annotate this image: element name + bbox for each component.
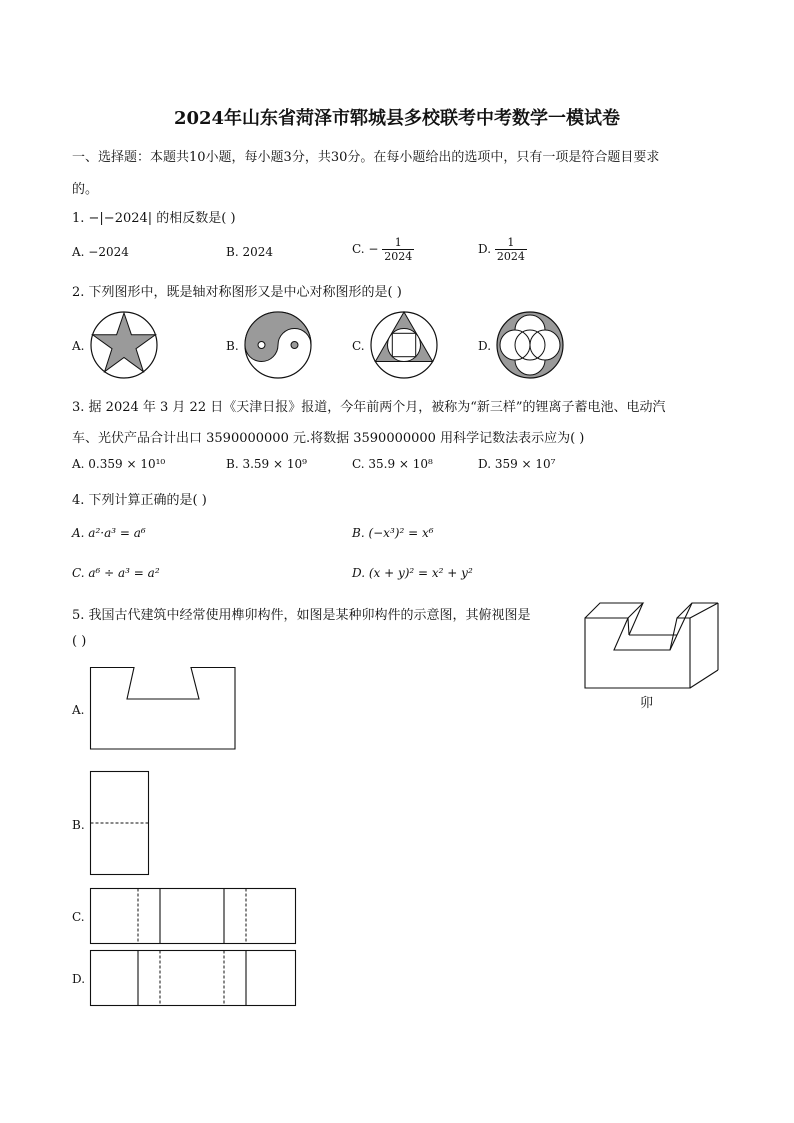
- q5-option-b-figure: [90, 771, 150, 876]
- q2-stem: 2. 下列图形中，既是轴对称图形又是中心对称图形的是( ): [72, 285, 402, 300]
- q1-option-c-fraction: [382, 236, 414, 263]
- section-instructions-line1: 一、选择题：本题共10小题，每小题3分，共30分。在每小题给出的选项中，只有一项是符合题目要求: [72, 150, 660, 165]
- q1-option-d: [478, 236, 527, 263]
- q2-option-d-label: D.: [478, 339, 492, 353]
- q1-option-c-numerator: 1: [382, 236, 414, 250]
- q3-option-a: A. 0.359 × 10¹⁰: [72, 457, 166, 471]
- q5-figure-mortise-3d: [580, 598, 725, 693]
- q1-option-d-label: D.: [478, 242, 492, 256]
- q5-option-c-figure: [90, 888, 297, 945]
- q3-stem-line2: 车、光伏产品合计出口 3590000000 元.将数据 3590000000 用科学记数法表示应为( ): [72, 431, 585, 446]
- q2-figure-d-four-petals: [496, 311, 566, 381]
- q3-option-c: C. 35.9 × 10⁸: [352, 457, 433, 471]
- q1-option-c: [352, 236, 414, 263]
- q2-option-a-label: A.: [72, 339, 85, 353]
- q1-option-c-label: C. −: [352, 242, 379, 256]
- q1-option-c-denominator: 2024: [384, 250, 413, 263]
- page-title: 2024年山东省菏泽市郓城县多校联考中考数学一模试卷: [173, 108, 621, 129]
- q2-option-b-label: B.: [226, 339, 239, 353]
- q4-option-b: B. (−x³)² = x⁶: [352, 526, 434, 540]
- q5-stem-line1: 5. 我国古代建筑中经常使用榫卯构件，如图是某种卯构件的示意图，其俯视图是: [72, 608, 531, 623]
- q5-option-a-label: A.: [72, 703, 85, 717]
- q1-option-b: B. 2024: [226, 245, 273, 259]
- q2-option-c-label: C.: [352, 339, 365, 353]
- q5-stem-line2: ( ): [72, 634, 87, 649]
- q5-option-b-label: B.: [72, 818, 85, 832]
- q5-option-d-figure: [90, 950, 297, 1007]
- q2-figure-a-star-in-circle: [90, 311, 160, 381]
- q1-option-d-fraction: [495, 236, 527, 263]
- q1-stem: 1. −|−2024| 的相反数是( ): [72, 211, 236, 226]
- q1-option-d-denominator: 2024: [496, 250, 525, 263]
- q4-option-a: A. a²·a³ = a⁶: [72, 526, 146, 540]
- q3-option-b: B. 3.59 × 10⁹: [226, 457, 307, 471]
- q5-option-d-label: D.: [72, 972, 86, 986]
- q2-figure-c-triangle-square: [370, 311, 440, 381]
- q1-option-a: A. −2024: [72, 245, 129, 259]
- q1-option-d-numerator: 1: [495, 236, 527, 250]
- q2-figure-b-yin-yang: [244, 311, 314, 381]
- q4-stem: 4. 下列计算正确的是( ): [72, 493, 207, 508]
- q3-stem-line1: 3. 据 2024 年 3 月 22 日《天津日报》报道，今年前两个月，被称为“新三样”的锂离子蓄电池、电动汽: [72, 400, 666, 415]
- q5-option-c-label: C.: [72, 910, 85, 924]
- q3-option-d: D. 359 × 10⁷: [478, 457, 556, 471]
- q5-figure-caption: 卯: [640, 696, 654, 711]
- q4-option-c: C. a⁶ ÷ a³ = a²: [72, 566, 160, 580]
- q5-option-a-figure: [90, 667, 236, 750]
- section-instructions-line2: 的。: [72, 182, 99, 197]
- q4-option-d: D. (x + y)² = x² + y²: [352, 566, 473, 580]
